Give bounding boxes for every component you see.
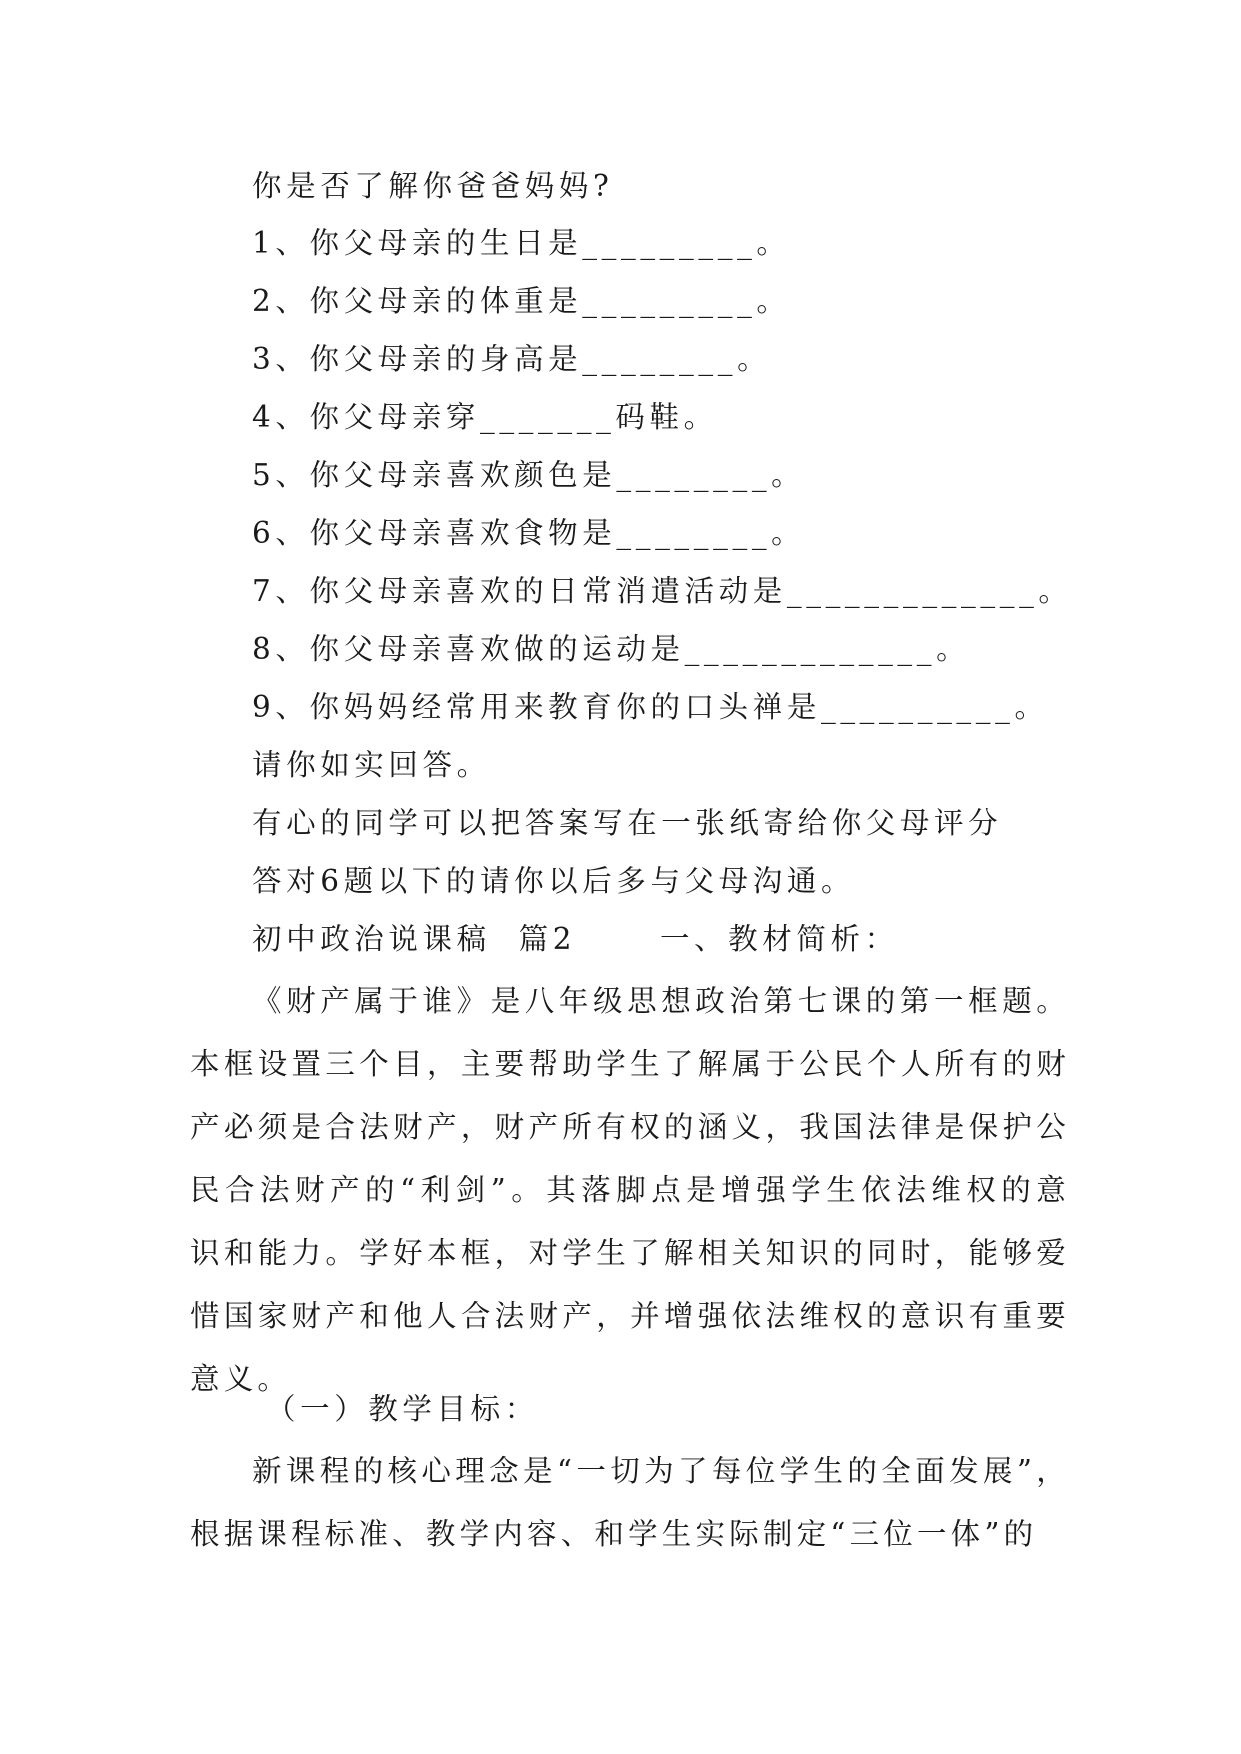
survey-title: 你是否了解你爸爸妈妈? bbox=[252, 169, 614, 203]
survey-question-3: 3、你父母亲的身高是________。 bbox=[252, 342, 772, 376]
survey-question-7: 7、你父母亲喜欢的日常消遣活动是_____________。 bbox=[252, 574, 1073, 608]
survey-question-1: 1、你父母亲的生日是_________。 bbox=[252, 226, 791, 260]
subheading-teaching-goals: （一）教学目标： bbox=[266, 1392, 539, 1426]
survey-question-2: 2、你父母亲的体重是_________。 bbox=[252, 284, 791, 318]
survey-note-1: 请你如实回答。 bbox=[252, 748, 491, 782]
survey-question-9: 9、你妈妈经常用来教育你的口头禅是__________。 bbox=[252, 690, 1049, 724]
survey-question-6: 6、你父母亲喜欢食物是________。 bbox=[252, 516, 806, 550]
body-paragraph-2: 新课程的核心理念是“一切为了每位学生的全面发展”，根据课程标准、教学内容、和学生实际制定“三位一体”的 bbox=[190, 1454, 1070, 1551]
survey-note-2: 有心的同学可以把答案写在一张纸寄给你父母评分 bbox=[252, 806, 1003, 840]
section-heading: 初中政治说课稿 篇2 一、教材简析： bbox=[252, 922, 899, 956]
body-paragraph-1: 《财产属于谁》是八年级思想政治第七课的第一框题。本框设置三个目，主要帮助学生了解属于公民个人所有的财产必须是合法财产，财产所有权的涵义，我国法律是保护公民合法财产的“利剑”。其落脚点是增强学生依法维权的意识和能力。学好本框，对学生了解相关知识的同时，能够爱惜国家财产和他人合法财产，并增强依法维权的意识有重要意义。 bbox=[190, 984, 1070, 1396]
survey-note-3: 答对6题以下的请你以后多与父母沟通。 bbox=[252, 864, 856, 898]
survey-question-8: 8、你父母亲喜欢做的运动是_____________。 bbox=[252, 632, 971, 666]
survey-question-5: 5、你父母亲喜欢颜色是________。 bbox=[252, 458, 806, 492]
survey-question-4: 4、你父母亲穿_______码鞋。 bbox=[252, 400, 718, 434]
